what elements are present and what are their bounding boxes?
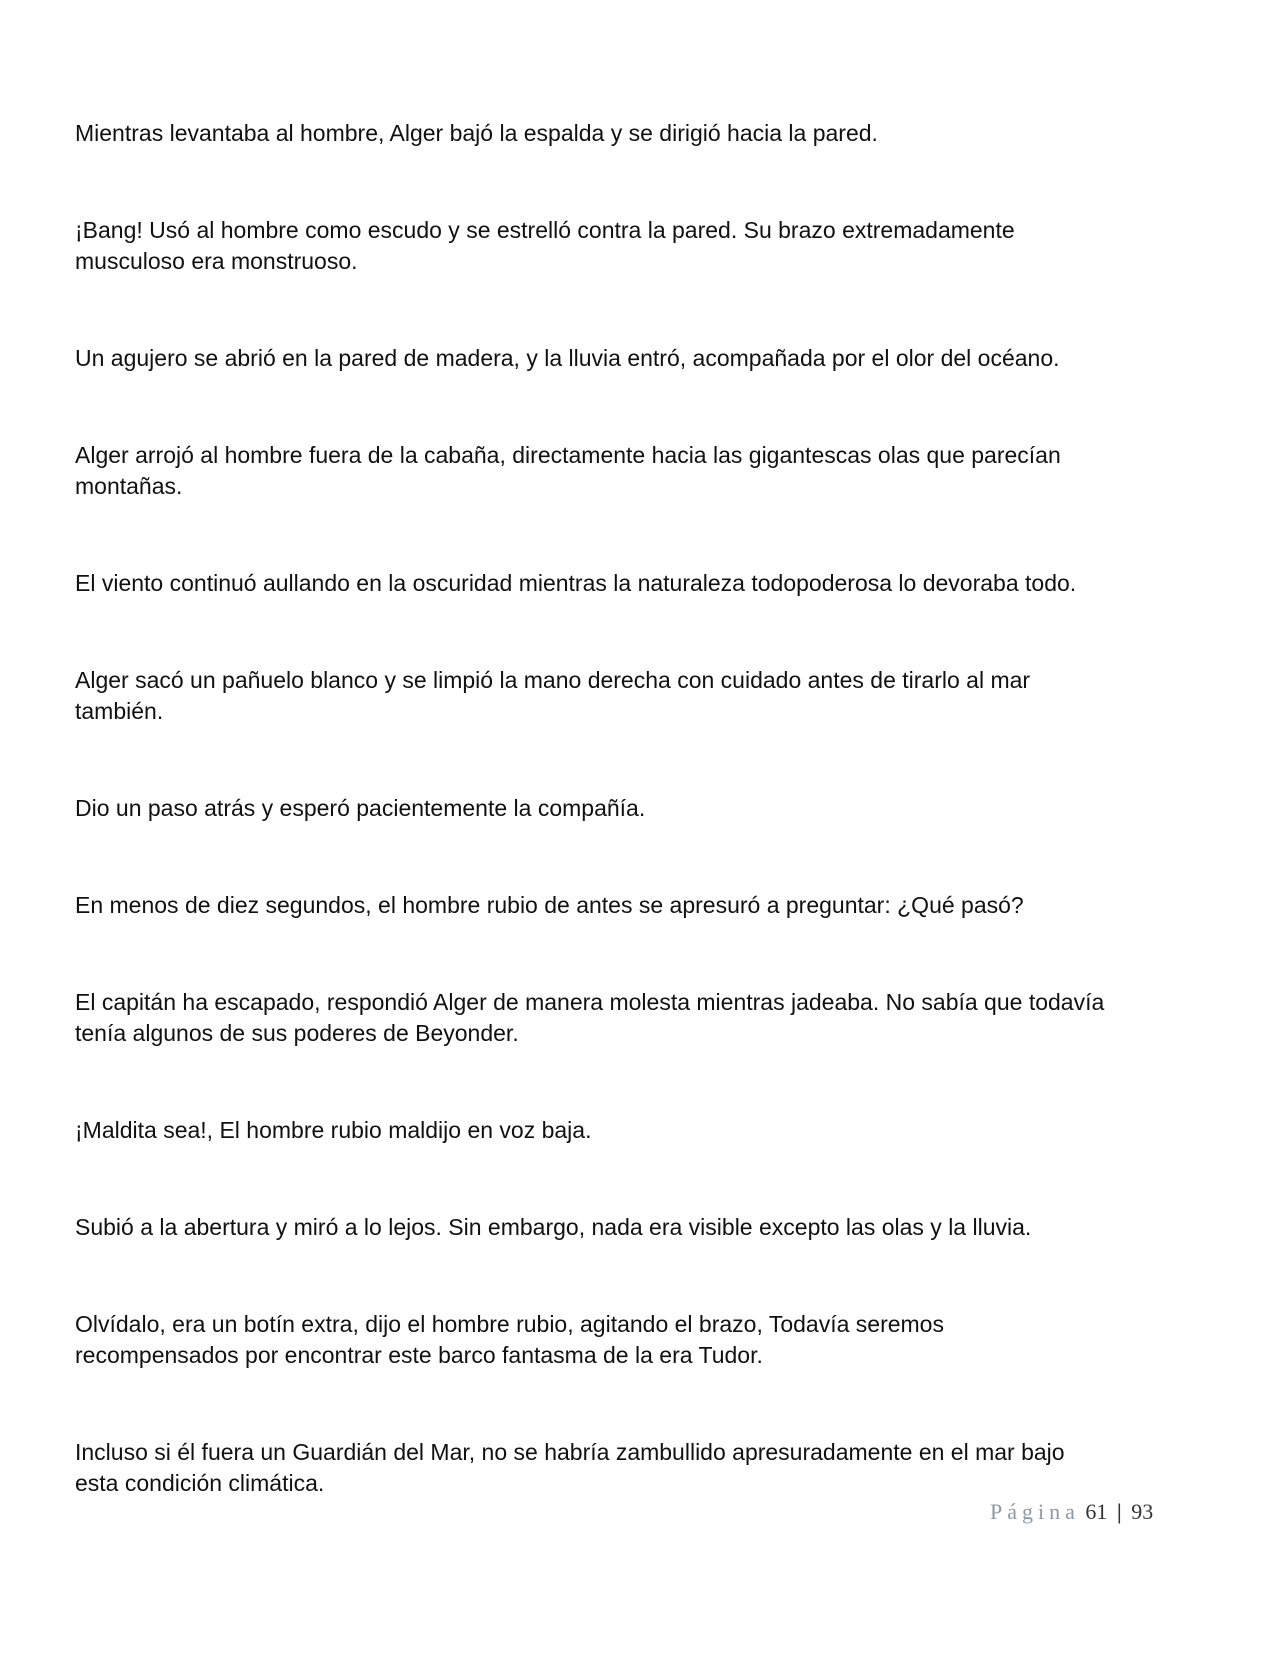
page-footer xyxy=(990,1498,1153,1526)
page-body xyxy=(75,118,1215,1565)
paragraph xyxy=(75,215,1215,277)
paragraph-line: esta condición climática. xyxy=(75,1470,325,1496)
paragraph xyxy=(75,118,1215,149)
paragraph-line: El viento continuó aullando en la oscuridad mientras la naturaleza todopoderosa lo devoraba todo. xyxy=(75,570,1077,596)
paragraph-line: Subió a la abertura y miró a lo lejos. Sin embargo, nada era visible excepto las olas y la lluvia. xyxy=(75,1214,1032,1240)
paragraph xyxy=(75,793,1215,824)
paragraph-line: Incluso si él fuera un Guardián del Mar, no se habría zambullido apresuradamente en el mar bajo xyxy=(75,1439,1065,1465)
paragraph-line: musculoso era monstruoso. xyxy=(75,248,358,274)
paragraph-line: recompensados por encontrar este barco fantasma de la era Tudor. xyxy=(75,1342,763,1368)
paragraph-line: ¡Maldita sea!, El hombre rubio maldijo en voz baja. xyxy=(75,1117,592,1143)
paragraph xyxy=(75,1115,1215,1146)
paragraph-line: Olvídalo, era un botín extra, dijo el hombre rubio, agitando el brazo, Todavía seremos xyxy=(75,1311,944,1337)
paragraph-line: Dio un paso atrás y esperó pacientemente la compañía. xyxy=(75,795,646,821)
paragraph-line: El capitán ha escapado, respondió Alger de manera molesta mientras jadeaba. No sabía que todavía xyxy=(75,989,1105,1015)
paragraph xyxy=(75,1212,1215,1243)
paragraph xyxy=(75,343,1215,374)
paragraph xyxy=(75,890,1215,921)
paragraph-line: ¡Bang! Usó al hombre como escudo y se estrelló contra la pared. Su brazo extremadamente xyxy=(75,217,1015,243)
current-page-number: 61 xyxy=(1085,1499,1108,1524)
paragraph xyxy=(75,568,1215,599)
total-pages-number: 93 xyxy=(1131,1499,1154,1524)
paragraph-line: montañas. xyxy=(75,473,183,499)
paragraph xyxy=(75,665,1215,727)
paragraph-line: En menos de diez segundos, el hombre rubio de antes se apresuró a preguntar: ¿Qué pasó? xyxy=(75,892,1024,918)
paragraph-line: Un agujero se abrió en la pared de madera, y la lluvia entró, acompañada por el olor del océano. xyxy=(75,345,1060,371)
paragraph-line: Alger sacó un pañuelo blanco y se limpió la mano derecha con cuidado antes de tirarlo al mar xyxy=(75,667,1031,693)
paragraph xyxy=(75,1437,1215,1499)
paragraph xyxy=(75,440,1215,502)
paragraph xyxy=(75,987,1215,1049)
paragraph-line: Alger arrojó al hombre fuera de la cabaña, directamente hacia las gigantescas olas que parecían xyxy=(75,442,1061,468)
paragraph-line: tenía algunos de sus poderes de Beyonder. xyxy=(75,1020,519,1046)
paragraph-line: Mientras levantaba al hombre, Alger bajó la espalda y se dirigió hacia la pared. xyxy=(75,120,878,146)
paragraph xyxy=(75,1309,1215,1371)
page-separator: | xyxy=(1116,1499,1122,1524)
page-label: Página xyxy=(990,1499,1080,1524)
paragraph-line: también. xyxy=(75,698,164,724)
